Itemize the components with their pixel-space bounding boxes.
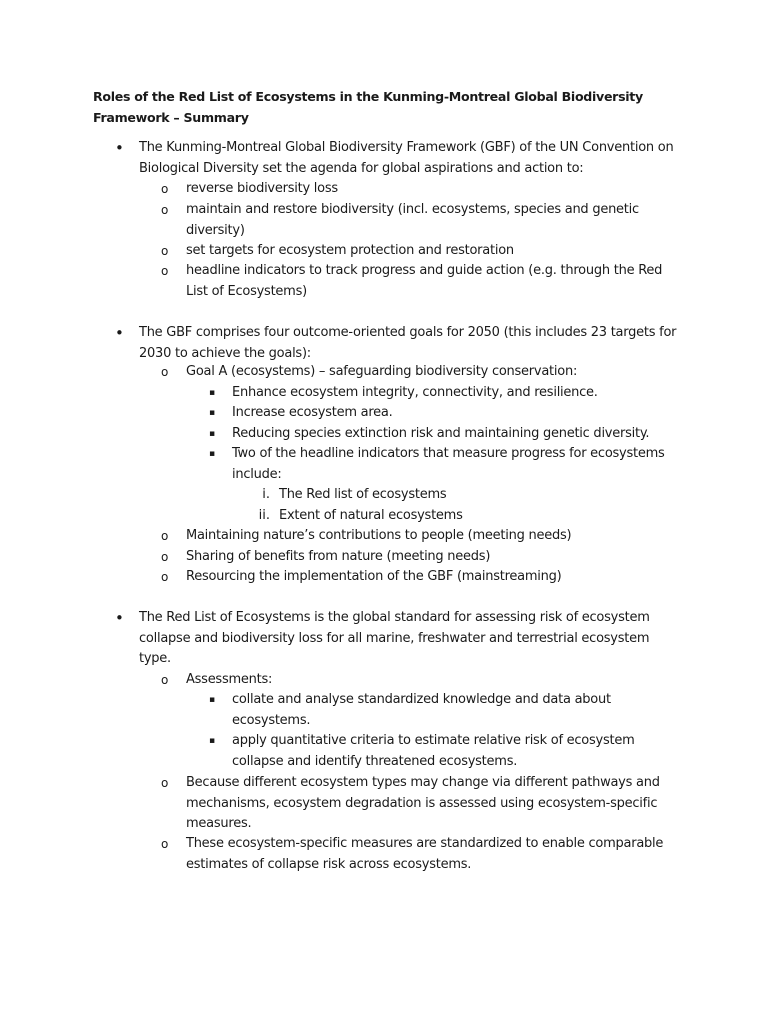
list-item: The Red list of ecosystems: [279, 487, 447, 502]
circle-marker: o: [161, 570, 169, 584]
list-item: maintain and restore biodiversity (incl. ecosystems, species and genetic diversity): [186, 202, 639, 238]
list-item: headline indicators to track progress and guide action (e.g. through the Red List of Ecosystems): [186, 263, 663, 299]
bullet-marker: •: [115, 324, 124, 342]
circle-marker: o: [161, 529, 169, 543]
section-1-text: The Kunming-Montreal Global Biodiversity Framework (GBF) of the UN Convention on Biological Diversity set the agenda for global aspirations and action to:: [139, 140, 674, 176]
assessments-text: Assessments:: [186, 672, 273, 687]
roman-marker: ii.: [258, 508, 270, 523]
list-item: collate and analyse standardized knowledge and data about ecosystems.: [232, 692, 611, 728]
list-item: These ecosystem-specific measures are standardized to enable comparable estimates of collapse risk across ecosystems.: [186, 836, 664, 872]
bullet-marker: •: [115, 139, 124, 157]
list-item: Resourcing the implementation of the GBF (mainstreaming): [186, 569, 562, 584]
circle-marker: o: [161, 837, 169, 851]
list-item: Increase ecosystem area.: [232, 405, 393, 420]
list-item: Enhance ecosystem integrity, connectivity, and resilience.: [232, 385, 598, 400]
square-marker: ▪: [209, 429, 216, 439]
list-item: Reducing species extinction risk and maintaining genetic diversity.: [232, 426, 650, 441]
list-item: reverse biodiversity loss: [186, 181, 338, 196]
circle-marker: o: [161, 673, 169, 687]
section-2-text: The GBF comprises four outcome-oriented goals for 2050 (this includes 23 targets for 2030 to achieve the goals):: [139, 325, 677, 361]
document-title: Roles of the Red List of Ecosystems in the Kunming-Montreal Global Biodiversity Framework – Summary: [93, 89, 643, 125]
list-item: apply quantitative criteria to estimate relative risk of ecosystem collapse and identify threatened ecosystems.: [232, 733, 635, 769]
list-item: set targets for ecosystem protection and restoration: [186, 243, 514, 258]
square-marker: ▪: [209, 695, 216, 705]
section-3-text: The Red List of Ecosystems is the global standard for assessing risk of ecosystem collapse and biodiversity loss for all marine, freshwater and terrestrial ecosystem type.: [139, 610, 650, 666]
circle-marker: o: [161, 365, 169, 379]
circle-marker: o: [161, 182, 169, 196]
square-marker: ▪: [209, 408, 216, 418]
roman-marker: i.: [262, 487, 270, 502]
goal-a-text: Goal A (ecosystems) – safeguarding biodiversity conservation:: [186, 364, 578, 379]
list-item: Because different ecosystem types may change via different pathways and mechanisms, ecosystem degradation is assessed using ecosystem-specific measures.: [186, 775, 660, 831]
circle-marker: o: [161, 776, 169, 790]
bullet-marker: •: [115, 609, 124, 627]
circle-marker: o: [161, 203, 169, 217]
list-item: Sharing of benefits from nature (meeting needs): [186, 549, 491, 564]
square-marker: ▪: [209, 388, 216, 398]
square-marker: ▪: [209, 736, 216, 746]
circle-marker: o: [161, 264, 169, 278]
list-item: Maintaining nature’s contributions to people (meeting needs): [186, 528, 572, 543]
circle-marker: o: [161, 244, 169, 258]
list-item: Extent of natural ecosystems: [279, 508, 463, 523]
circle-marker: o: [161, 550, 169, 564]
list-item: Two of the headline indicators that measure progress for ecosystems include:: [232, 446, 665, 482]
square-marker: ▪: [209, 449, 216, 459]
